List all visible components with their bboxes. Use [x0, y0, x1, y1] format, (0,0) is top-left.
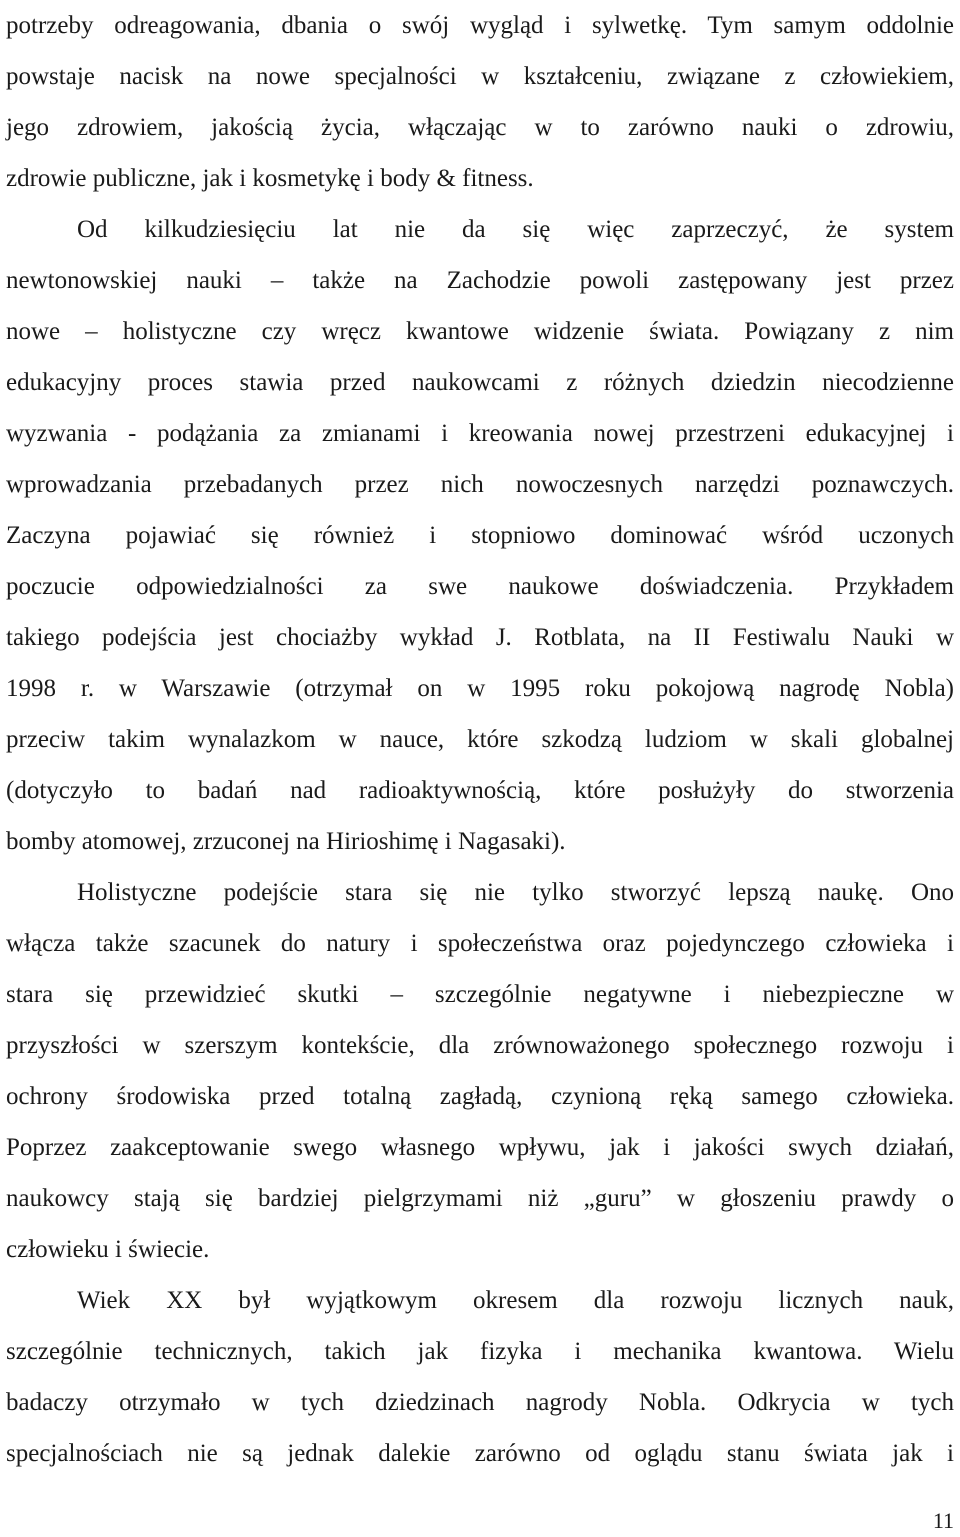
text-line: ochrony środowiska przed totalną zagładą, czynioną ręką samego człowieka. [6, 1083, 954, 1110]
paragraph-2 [6, 204, 954, 867]
text-line: newtonowskiej nauki – także na Zachodzie powoli zastępowany jest przez [6, 267, 954, 294]
paragraph-3 [6, 867, 954, 1275]
text-line: zdrowie publiczne, jak i kosmetykę i body & fitness. [6, 165, 534, 192]
text-line: Poprzez zaakceptowanie swego własnego wpływu, jak i jakości swych działań, [6, 1134, 954, 1161]
text-line: potrzeby odreagowania, dbania o swój wygląd i sylwetkę. Tym samym oddolnie [6, 12, 954, 39]
text-line: badaczy otrzymało w tych dziedzinach nagrody Nobla. Odkrycia w tych [6, 1389, 954, 1416]
text-line: poczucie odpowiedzialności za swe naukowe doświadczenia. Przykładem [6, 573, 954, 600]
text-line: edukacyjny proces stawia przed naukowcami z różnych dziedzin niecodzienne [6, 369, 954, 396]
paragraph-4 [6, 1275, 954, 1479]
text-line: szczególnie technicznych, takich jak fizyka i mechanika kwantowa. Wielu [6, 1338, 954, 1365]
text-line: naukowcy stają się bardziej pielgrzymami niż „guru” w głoszeniu prawdy o [6, 1185, 954, 1212]
text-line: Holistyczne podejście stara się nie tylko stworzyć lepszą naukę. Ono [77, 879, 954, 906]
text-line: włącza także szacunek do natury i społeczeństwa oraz pojedynczego człowieka i [6, 930, 954, 957]
document-page [6, 0, 954, 1479]
text-line: stara się przewidzieć skutki – szczególnie negatywne i niebezpieczne w [6, 981, 954, 1008]
text-line: wprowadzania przebadanych przez nich nowoczesnych narzędzi poznawczych. [6, 471, 954, 498]
text-line: Od kilkudziesięciu lat nie da się więc zaprzeczyć, że system [77, 216, 954, 243]
text-line: takiego podejścia jest chociażby wykład J. Rotblata, na II Festiwalu Nauki w [6, 624, 954, 651]
text-line: przyszłości w szerszym kontekście, dla zrównoważonego społecznego rozwoju i [6, 1032, 954, 1059]
text-line: człowieku i świecie. [6, 1236, 210, 1263]
text-line: specjalnościach nie są jednak dalekie zarówno od oglądu stanu świata jak i [6, 1440, 954, 1467]
text-line: przeciw takim wynalazkom w nauce, które szkodzą ludziom w skali globalnej [6, 726, 954, 753]
paragraph-1 [6, 0, 954, 204]
text-line: powstaje nacisk na nowe specjalności w kształceniu, związane z człowiekiem, [6, 63, 954, 90]
text-line: bomby atomowej, zrzuconej na Hirioshimę i Nagasaki). [6, 828, 566, 855]
text-line: Zaczyna pojawiać się również i stopniowo dominować wśród uczonych [6, 522, 954, 549]
text-line: jego zdrowiem, jakością życia, włączając w to zarówno nauki o zdrowiu, [6, 114, 954, 141]
text-line: wyzwania - podążania za zmianami i kreowania nowej przestrzeni edukacyjnej i [6, 420, 954, 447]
text-line: (dotyczyło to badań nad radioaktywnością, które posłużyły do stworzenia [6, 777, 954, 804]
text-line: nowe – holistyczne czy wręcz kwantowe widzenie świata. Powiązany z nim [6, 318, 954, 345]
text-line: 1998 r. w Warszawie (otrzymał on w 1995 roku pokojową nagrodę Nobla) [6, 675, 954, 702]
text-line: Wiek XX był wyjątkowym okresem dla rozwoju licznych nauk, [77, 1287, 954, 1314]
page-number: 11 [932, 1508, 954, 1533]
